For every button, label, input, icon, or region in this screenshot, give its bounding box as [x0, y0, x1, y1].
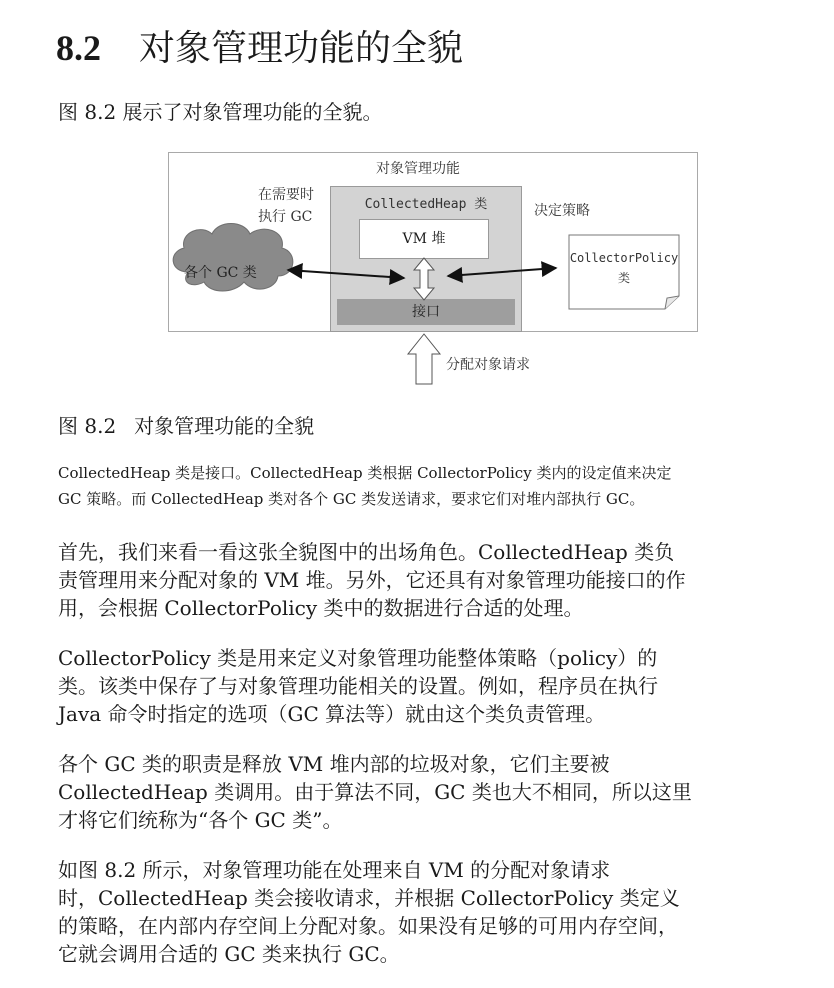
section-heading [56, 22, 463, 75]
intro-text: 图 8.2 展示了对象管理功能的全貌。 [58, 100, 383, 124]
paragraph-line: CollectedHeap 类调用。由于算法不同，GC 类也大不相同，所以这里 [58, 780, 692, 804]
caption-figure-number: 图 8.2 [58, 414, 117, 438]
paragraph-line: 各个 GC 类的职责是释放 VM 堆内部的垃圾对象，它们主要被 [58, 752, 610, 776]
section-number: 8.2 [56, 28, 101, 68]
gc-note-line2: 执行 GC [258, 209, 313, 225]
heap-interface-double-arrow [414, 258, 434, 300]
paragraph-line: 类。该类中保存了与对象管理功能相关的设置。例如，程序员在执行 [58, 674, 658, 698]
paragraph-line: 时，CollectedHeap 类会接收请求，并根据 CollectorPolicy 类定义 [58, 886, 680, 910]
paragraph-line: 责管理用来分配对象的 VM 堆。另外，它还具有对象管理功能接口的作 [58, 568, 686, 592]
paragraph-line: Java 命令时指定的选项（GC 算法等）就由这个类负责管理。 [58, 702, 606, 726]
paragraph-line: 首先，我们来看一看这张全貌图中的出场角色。CollectedHeap 类负 [58, 540, 675, 564]
collected-heap-title: CollectedHeap 类 [364, 197, 488, 212]
figure-caption [58, 410, 314, 442]
caption-text: 对象管理功能的全貌 [134, 414, 315, 438]
policy-label-line2: 类 [617, 271, 630, 285]
paragraph-2 [58, 644, 828, 728]
paragraph-1 [58, 538, 828, 622]
vm-heap-box: VM 堆 [359, 219, 489, 259]
figure-diagram [160, 150, 700, 390]
interface-box: 接口 [337, 299, 515, 325]
gc-classes-label: 各个 GC 类 [184, 265, 257, 281]
request-label: 分配对象请求 [446, 357, 530, 373]
caption-note [58, 460, 818, 512]
paragraph-line: 如图 8.2 所示，对象管理功能在处理来自 VM 的分配对象请求 [58, 858, 611, 882]
gc-arrow [288, 270, 404, 278]
section-title: 对象管理功能的全貌 [139, 28, 464, 69]
paragraph-line: 才将它们统称为“各个 GC 类”。 [58, 808, 343, 832]
paragraph-3 [58, 750, 828, 834]
caption-note-line: GC 策略。而 CollectedHeap 类对各个 GC 类发送请求，要求它们对堆内部执行 GC。 [58, 490, 645, 508]
policy-arrow [448, 268, 556, 276]
gc-note-line1: 在需要时 [258, 187, 314, 203]
policy-label-line1: CollectorPolicy [569, 251, 679, 265]
paragraph-line: 它就会调用合适的 GC 类来执行 GC。 [58, 942, 400, 966]
caption-note-line: CollectedHeap 类是接口。CollectedHeap 类根据 CollectorPolicy 类内的设定值来决定 [58, 464, 672, 482]
request-arrow [408, 334, 440, 384]
paragraph-4 [58, 856, 828, 968]
strategy-label: 决定策略 [534, 203, 590, 219]
diagram-arrows [160, 150, 700, 390]
paragraph-line: 的策略，在内部内存空间上分配对象。如果没有足够的可用内存空间， [58, 914, 678, 938]
paragraph-line: CollectorPolicy 类是用来定义对象管理功能整体策略（policy）的 [58, 646, 658, 670]
paragraph-line: 用，会根据 CollectorPolicy 类中的数据进行合适的处理。 [58, 596, 584, 620]
frame-label: 对象管理功能 [376, 161, 460, 177]
